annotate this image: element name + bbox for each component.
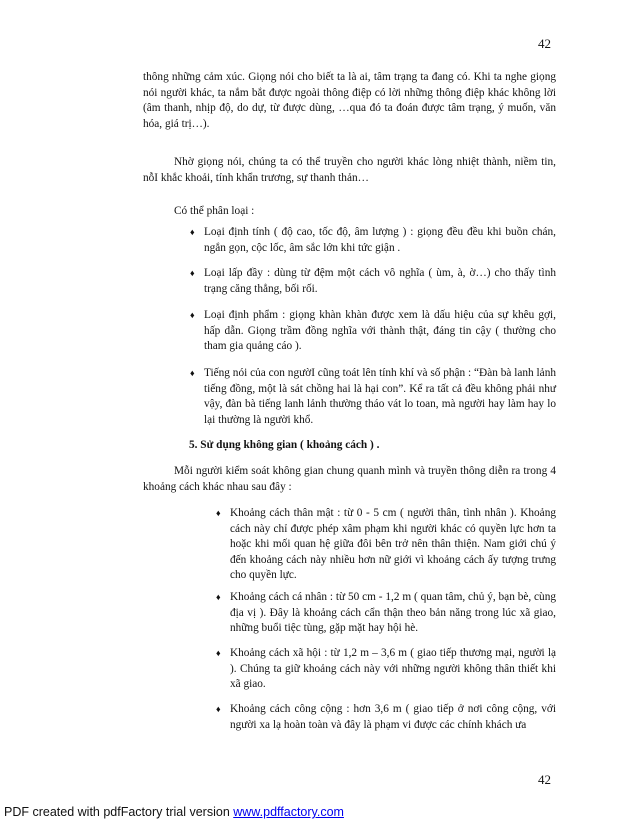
list-item [216,590,556,637]
list-item-text: Khoảng cách cá nhân : từ 50 cm - 1,2 m ( quan tâm, chủ ý, bạn bè, cùng địa vị ). Đây là khoảng cách cẩn thận theo bản năng trong lúc xã giao, những buổi tiệc tùng, gặp mặt hay hội hè. [230,591,556,635]
diamond-bullet-icon: ♦ [190,227,195,237]
paragraph-voice-intro: thông những cảm xúc. Giọng nói cho biết ta là ai, tâm trạng ta đang có. Khi ta nghe giọng nói người khác, ta nắm bắt được ngoài thông điệp có lời những thông điệp khác không lời (âm thanh, nhịp độ, do dự, từ được dùng, …qua đó ta đoán được tâm trạng, ý muốn, văn hóa, giá trị…). [143,71,556,130]
list-item [216,702,556,733]
diamond-bullet-icon: ♦ [216,704,221,714]
paragraph-space-intro: Mỗi người kiểm soát không gian chung quanh mình và truyền thông diễn ra trong 4 khoảng cách khác nhau sau đây : [143,465,556,493]
diamond-bullet-icon: ♦ [190,268,195,278]
list-item [190,308,556,355]
list-item-text: Khoảng cách công cộng : hơn 3,6 m ( giao tiếp ở nơi công cộng, với người xa lạ hoàn toàn và đây là phạm vi được các chính khách ưa [230,703,556,731]
list-item [216,506,556,584]
list-item [190,366,556,428]
paragraph-classification: Có thể phân loại : [174,205,255,217]
list-item [216,646,556,693]
list-item [190,266,556,297]
list-item-text: Loại định tính ( độ cao, tốc độ, âm lượng ) : giọng đều đều khi buồn chán, ngắn gọn, cộc lốc, âm sắc lớn khi tức giận . [204,226,556,254]
footer-text: PDF created with pdfFactory trial version [4,805,234,819]
list-item-text: Loại lấp đầy : dùng từ đệm một cách vô nghĩa ( ùm, à, ờ…) cho thấy tình trạng căng thẳng, bối rối. [204,267,556,295]
list-item-text: Khoảng cách xã hội : từ 1,2 m – 3,6 m ( giao tiếp thương mại, người lạ ). Chúng ta giữ khoảng cách này với những người không thân thiết khi xã giao. [230,647,556,691]
pdffactory-link[interactable]: www.pdffactory.com [233,805,344,819]
diamond-bullet-icon: ♦ [216,508,221,518]
paragraph-voice-conveys: Nhờ giọng nói, chúng ta có thể truyền cho người khác lòng nhiệt thành, niềm tin, nỗI khắc khoải, tính khẩn trương, sự thanh thản… [143,156,556,184]
list-item-text: Tiếng nói của con ngườI cũng toát lên tính khí và số phận : “Đàn bà lanh lảnh tiếng đồng, một là sát chồng hai là hại con”. Kể ra tất cả đều không phải như vậy, đàn bà tiếng lanh lảnh thường tháo vát lo toan, mà người hay làm hay lo lại thường là người khổ. [204,367,556,426]
list-item-text: Khoảng cách thân mật : từ 0 - 5 cm ( người thân, tình nhân ). Khoảng cách này chỉ được phép xâm phạm khi người khác có quyền lực hơn ta hoặc khi mối quan hệ giữa đôi bên trở nên thân thiện. Nam giới chú ý đến khoảng cách này nhiều hơn nữ giới vì khoảng cách ấy tượng trưng cho quyền lực. [230,507,556,582]
list-item [190,225,556,256]
diamond-bullet-icon: ♦ [190,310,195,320]
page-number-top: 42 [538,36,551,51]
diamond-bullet-icon: ♦ [216,592,221,602]
diamond-bullet-icon: ♦ [216,648,221,658]
page-number-bottom: 42 [538,772,551,787]
diamond-bullet-icon: ♦ [190,368,195,378]
pdf-footer [4,805,344,819]
section-heading: 5. Sử dụng không gian ( khoảng cách ) . [189,439,380,451]
list-item-text: Loại định phẩm : giọng khàn khàn được xem là dấu hiệu của sự khêu gợi, hấp dẫn. Giọng trầm đồng nghĩa với thành thật, đáng tin cậy ( thường cho tham gia quảng cáo ). [204,309,556,353]
